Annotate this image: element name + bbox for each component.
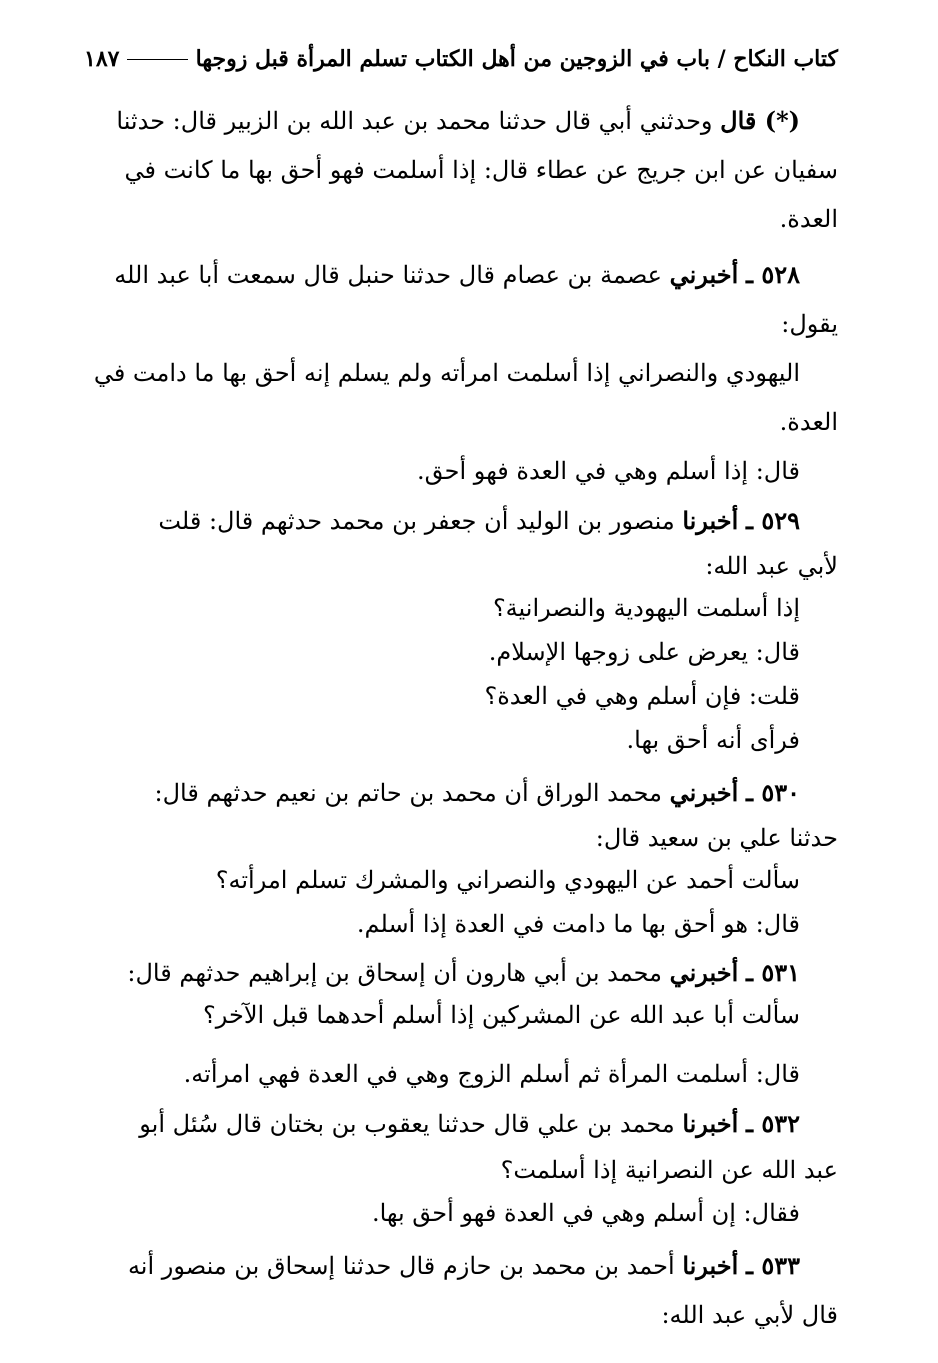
text-line: اليهودي والنصراني إذا أسلمت امرأته ولم يسلم إنه أحق بها ما دامت في <box>93 359 800 387</box>
paragraph-529 <box>82 496 838 762</box>
text-line: قال: أسلمت المرأة ثم أسلم الزوج وهي في العدة فهي امرأته. <box>183 1060 800 1088</box>
paragraph-531 <box>82 952 838 1099</box>
text-line: حدثنا علي بن سعيد قال: <box>595 824 838 852</box>
text-line: سألت أحمد عن اليهودي والنصراني والمشرك تسلم امرأته؟ <box>215 866 800 894</box>
line-text: محمد بن علي قال حدثنا يعقوب بن بختان قال سُئل أبو <box>139 1110 683 1138</box>
text-line: إذا أسلمت اليهودية والنصرانية؟ <box>492 594 800 622</box>
text-line: قال: يعرض على زوجها الإسلام. <box>488 638 800 666</box>
paragraph-lead: أخبرني <box>669 958 739 987</box>
paragraph-number: ٥٣٢ ـ <box>745 1109 800 1138</box>
page-body <box>82 96 838 1340</box>
line-text: محمد الوراق أن محمد بن حاتم بن نعيم حدثهم قال: <box>154 779 670 807</box>
running-header <box>84 42 838 76</box>
text-line: يقول: <box>781 310 838 338</box>
text-line: قال لأبي عبد الله: <box>661 1301 838 1329</box>
paragraph-533 <box>82 1241 838 1340</box>
text-line <box>82 496 838 546</box>
paragraph-lead: أخبرني <box>669 778 739 807</box>
paragraph-number: ٥٣١ ـ <box>745 958 800 987</box>
text-line: فقال: إن أسلم وهي في العدة فهو أحق بها. <box>371 1199 800 1227</box>
text-line <box>82 250 838 300</box>
paragraph-number: ٥٣٠ ـ <box>745 778 800 807</box>
paragraph-528 <box>82 250 838 496</box>
paragraph-lead: أخبرنا <box>682 1251 739 1280</box>
text-line <box>82 1099 838 1149</box>
page-number: ١٨٧ <box>84 46 120 72</box>
paragraph-number: ٥٢٩ ـ <box>745 506 800 535</box>
text-line <box>82 1241 838 1291</box>
text-line: سألت أبا عبد الله عن المشركين إذا أسلم أحدهما قبل الآخر؟ <box>203 1001 800 1029</box>
paragraph-note <box>82 96 838 244</box>
paragraph-lead: (*) قال <box>720 106 800 135</box>
paragraph-lead: أخبرني <box>669 260 739 289</box>
line-text: عصمة بن عصام قال حدثنا حنبل قال سمعت أبا عبد الله <box>114 261 670 289</box>
line-text: منصور بن الوليد أن جعفر بن محمد حدثهم قال: قلت <box>158 507 683 535</box>
header-rule <box>127 59 187 60</box>
paragraph-number: ٥٢٨ ـ <box>745 260 800 289</box>
text-line: قال: إذا أسلم وهي في العدة فهو أحق. <box>417 457 800 485</box>
text-line: سفيان عن ابن جريج عن عطاء قال: إذا أسلمت فهو أحق بها ما كانت في <box>124 156 838 184</box>
text-line: قلت: فإن أسلم وهي في العدة؟ <box>484 682 800 710</box>
header-title: كتاب النكاح / باب في الزوجين من أهل الكتاب تسلم المرأة قبل زوجها <box>195 46 838 72</box>
text-line: لأبي عبد الله: <box>705 552 838 580</box>
paragraph-532 <box>82 1099 838 1235</box>
text-line <box>82 96 838 146</box>
text-line: عبد الله عن النصرانية إذا أسلمت؟ <box>500 1156 838 1184</box>
paragraph-lead: أخبرنا <box>682 506 739 535</box>
text-line: فرأى أنه أحق بها. <box>626 726 800 754</box>
line-text: أحمد بن محمد بن حازم قال حدثنا إسحاق بن منصور أنه <box>127 1252 683 1280</box>
text-line: العدة. <box>779 205 838 233</box>
text-line: العدة. <box>779 408 838 436</box>
line-text: وحدثني أبي قال حدثنا محمد بن عبد الله بن الزبير قال: حدثنا <box>116 107 721 135</box>
paragraph-number: ٥٣٣ ـ <box>745 1251 800 1280</box>
text-line <box>82 768 838 818</box>
paragraph-530 <box>82 768 838 946</box>
paragraph-lead: أخبرنا <box>682 1109 739 1138</box>
line-text: محمد بن أبي هارون أن إسحاق بن إبراهيم حدثهم قال: <box>127 959 670 987</box>
text-line <box>82 952 838 994</box>
text-line: قال: هو أحق بها ما دامت في العدة إذا أسلم. <box>356 910 800 938</box>
